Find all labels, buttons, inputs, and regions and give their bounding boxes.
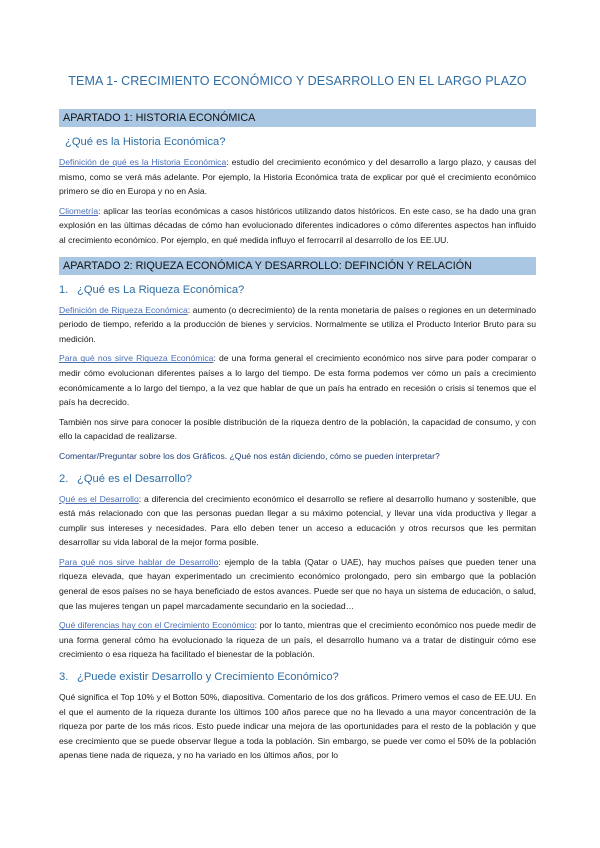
term-que-es-desarrollo: Qué es el Desarrollo <box>59 493 139 504</box>
paragraph-text: : ejemplo de la tabla (Qatar o UAE), hay muchos países que pueden tener una riqueza elevada, que hayan experimentado un crecimiento económico prolongado, pero sin embargo que la población general de esos países no se haya beneficiado de estos avances. Puede ser que no haya un sistema de educación, o salud, que las mujeres tengan un papel marcadamente secundario en la sociedad… <box>59 556 536 611</box>
paragraph-text: : a diferencia del crecimiento económico el desarrollo se refiere al desarrollo humano y sostenible, que está más relacionado con que las personas puedan llegar a su máximo potencial, y llevar una vida productiva y llegar a cumplir sus intereses y necesidades. Para ello deben tener un acceso a educación y otros recursos que les permitan desarrollar su vida laboral de la mejor forma posible. <box>59 493 536 548</box>
term-para-que-desarrollo: Para qué nos sirve hablar de Desarrollo <box>59 556 219 567</box>
term-diferencias: Qué diferencias hay con el Crecimiento Económico <box>59 620 255 631</box>
paragraph-para-que-riqueza <box>59 351 536 409</box>
document-title: TEMA 1- CRECIMIENTO ECONÓMICO Y DESARROLLO EN EL LARGO PLAZO <box>68 74 527 88</box>
paragraph-text: : estudio del crecimiento económico y del desarrollo a largo plazo, y causas del mismo, como se verá más adelante. Por ejemplo, la Historia Económica trata de explicar por qué el crecimiento económico primero se dio en Europa y no en Asia. <box>59 157 536 197</box>
paragraph-para-que-desarrollo <box>59 555 536 613</box>
paragraph-text: : aplicar las teorías económicas a casos históricos utilizando datos históricos. En este caso, se ha dado una gran explosión en las últimas décadas de cómo han evolucionado diferentes indicadores o cómo diferentes aspectos han influido al crecimiento económico. Por ejemplo, en qué medida influyo el ferrocarril al desarrollo de los EE.UU. <box>59 205 536 245</box>
section-heading-1: APARTADO 1: HISTORIA ECONÓMICA <box>59 109 536 127</box>
paragraph-cliometria <box>59 204 536 248</box>
paragraph-text: : de una forma general el crecimiento económico nos sirve para poder comparar o medir cómo evolucionan diferentes países a lo largo del tiempo. De esta forma podemos ver cómo un país a crecimiento económicamente a lo largo del tiempo, a la vez que hablar de que un país ha entrado en recesión o crisis si tenemos que el país ha decrecido. <box>59 353 536 408</box>
paragraph-definicion-historia <box>59 155 536 199</box>
question-text: ¿Qué es el Desarrollo? <box>77 472 193 485</box>
paragraph-distribucion: También nos sirve para conocer la posible distribución de la riqueza dentro de la población, la capacidad de consumo, y con ello la capacidad de realizarse. <box>59 416 536 442</box>
paragraph-que-es-desarrollo <box>59 492 536 550</box>
question-desarrollo <box>59 472 536 486</box>
question-desarrollo-crecimiento <box>59 670 536 684</box>
question-text: ¿Puede existir Desarrollo y Crecimiento Económico? <box>77 671 339 684</box>
question-riqueza <box>59 283 536 297</box>
term-cliometria: Cliometría <box>59 205 99 216</box>
term-definicion-historia: Definición de qué es la Historia Económica <box>59 157 227 167</box>
question-text: ¿Qué es La Riqueza Económica? <box>77 283 245 296</box>
question-historia: ¿Qué es la Historia Económica? <box>65 136 226 148</box>
question-number: 2. <box>59 472 69 485</box>
paragraph-diferencias <box>59 618 536 662</box>
paragraph-definicion-riqueza <box>59 303 536 347</box>
question-number: 3. <box>59 671 69 684</box>
paragraph-text: : por lo tanto, mientras que el crecimiento económico nos puede medir de una forma general cómo ha evolucionado la riqueza de un país, el desarrollo humano va a tratar de distinguir cómo ese crecimiento o esa riqueza ha facilitado el bienestar de la población. <box>59 620 536 660</box>
paragraph-text: : aumento (o decrecimiento) de la renta monetaria de países o regiones en un determinado periodo de tiempo, referido a la producción de bienes y servicios. Normalmente se utiliza el Producto Interior Bruto para su medición. <box>59 304 536 344</box>
paragraph-top-10: Qué significa el Top 10% y el Botton 50%, diapositiva. Comentario de los dos gráficos. Primero vemos el caso de EE.UU. En el que el aumento de la riqueza durante los últimos 100 años parece que no ha llevado a una mayor concentración de la riqueza por parte de los más ricos. Esto puede indicar una mejora de las oportunidades para el resto de la población y que ese crecimiento que se puede observar llegue a toda la población. Sin embargo, se puede ver como el 50% de la población apenas tiene nada de riqueza, y no ha variado en los últimos años, por lo <box>59 692 536 761</box>
question-number: 1. <box>59 283 69 296</box>
paragraph-comentar-graficos: Comentar/Preguntar sobre los dos Gráficos. ¿Qué nos están diciendo, cómo se pueden interpretar? <box>59 450 440 461</box>
section-heading-2: APARTADO 2: RIQUEZA ECONÓMICA Y DESARROLLO: DEFINCIÓN Y RELACIÓN <box>59 257 536 275</box>
term-definicion-riqueza: Definición de Riqueza Económica <box>59 304 188 315</box>
term-para-que-riqueza: Para qué nos sirve Riqueza Económica <box>59 353 214 364</box>
